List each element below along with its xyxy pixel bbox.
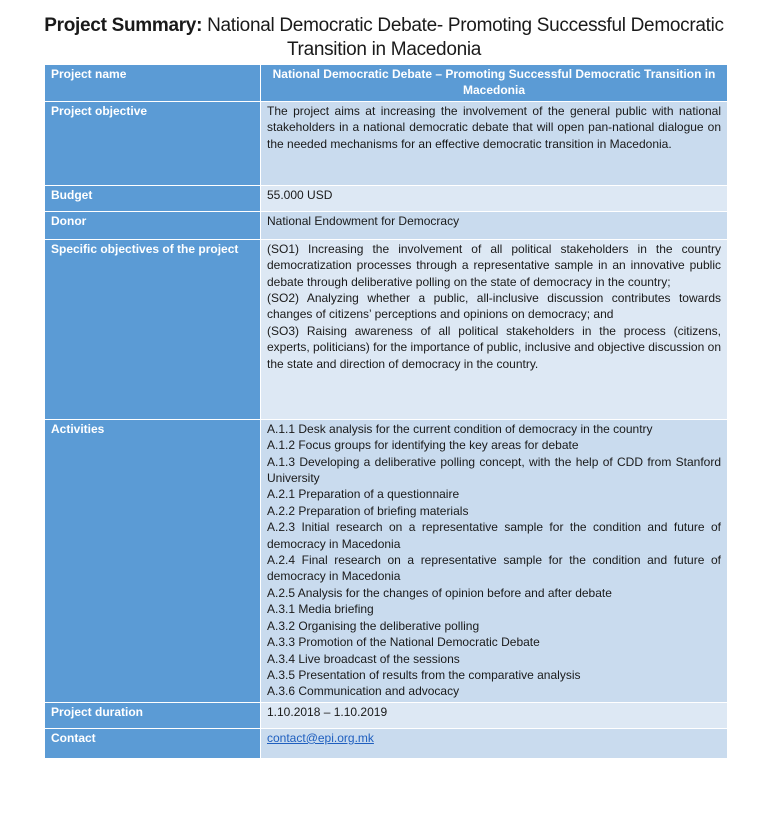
row-activities xyxy=(45,419,728,702)
activity-item: A.2.4 Final research on a representative sample for the condition and future of democracy in Macedonia xyxy=(267,553,721,584)
activity-item: A.1.1 Desk analysis for the current condition of democracy in the country xyxy=(267,421,653,436)
contact-email-link[interactable]: contact@epi.org.mk xyxy=(267,730,374,745)
value-duration: 1.10.2018 – 1.10.2019 xyxy=(261,702,728,728)
label-budget: Budget xyxy=(45,185,261,211)
specific-objective-so2: (SO2) Analyzing whether a public, all-inclusive discussion contributes towards changes of citizens’ perceptions and opinions on democracy; and xyxy=(267,291,721,322)
activity-item: A.2.1 Preparation of a questionnaire xyxy=(267,487,460,502)
activity-item: A.2.2 Preparation of briefing materials xyxy=(267,503,469,518)
document-title xyxy=(0,14,768,62)
value-contact xyxy=(261,728,728,758)
activity-item: A.2.3 Initial research on a representative sample for the condition and future of democracy in Macedonia xyxy=(267,520,721,551)
value-budget: 55.000 USD xyxy=(261,185,728,211)
activity-item: A.3.1 Media briefing xyxy=(267,602,374,617)
specific-objective-so1: (SO1) Increasing the involvement of all political stakeholders in the country democratization processes through a representative sample in an innovative public debate through deliberative polling on the state of democracy in the country; xyxy=(267,241,721,289)
row-specific-objectives xyxy=(45,239,728,419)
value-donor: National Endowment for Democracy xyxy=(261,211,728,239)
label-objective: Project objective xyxy=(45,101,261,185)
row-donor xyxy=(45,211,728,239)
activity-item: A.2.5 Analysis for the changes of opinion before and after debate xyxy=(267,585,612,600)
activity-item: A.3.5 Presentation of results from the comparative analysis xyxy=(267,667,581,682)
activity-item: A.3.3 Promotion of the National Democratic Debate xyxy=(267,635,540,650)
label-donor: Donor xyxy=(45,211,261,239)
activity-item: A.1.2 Focus groups for identifying the key areas for debate xyxy=(267,438,579,453)
row-contact xyxy=(45,728,728,758)
value-objective: The project aims at increasing the involvement of the general public with national stakeholders in a national democratic debate that will open pan-national dialogue on the needed mechanisms for an effective democratic transition in Macedonia. xyxy=(261,101,728,185)
value-activities xyxy=(261,419,728,702)
row-budget xyxy=(45,185,728,211)
label-project-name: Project name xyxy=(45,65,261,102)
project-summary-table xyxy=(44,64,728,759)
label-duration: Project duration xyxy=(45,702,261,728)
title-main-part-1: National Democratic Debate- Promoting Successful Democratic xyxy=(202,15,724,36)
value-project-name: National Democratic Debate – Promoting Successful Democratic Transition in Macedonia xyxy=(261,65,728,102)
specific-objective-so3: (SO3) Raising awareness of all political stakeholders in the process (citizens, experts, politicians) for the importance of public, inclusive and objective discussion on the state and direction of democracy in the country. xyxy=(267,323,721,371)
row-project-name xyxy=(45,65,728,102)
title-prefix: Project Summary: xyxy=(44,15,203,36)
title-line-1 xyxy=(0,14,768,38)
row-duration xyxy=(45,702,728,728)
value-specific-objectives xyxy=(261,239,728,419)
label-specific-objectives: Specific objectives of the project xyxy=(45,239,261,419)
activity-item: A.1.3 Developing a deliberative polling concept, with the help of CDD from Stanford University xyxy=(267,454,721,486)
label-contact: Contact xyxy=(45,728,261,758)
label-activities: Activities xyxy=(45,419,261,702)
row-objective xyxy=(45,101,728,185)
activity-item: A.3.4 Live broadcast of the sessions xyxy=(267,651,460,666)
activity-item: A.3.2 Organising the deliberative polling xyxy=(267,618,480,633)
title-line-2: Transition in Macedonia xyxy=(286,39,482,60)
activity-item: A.3.6 Communication and advocacy xyxy=(267,684,460,699)
